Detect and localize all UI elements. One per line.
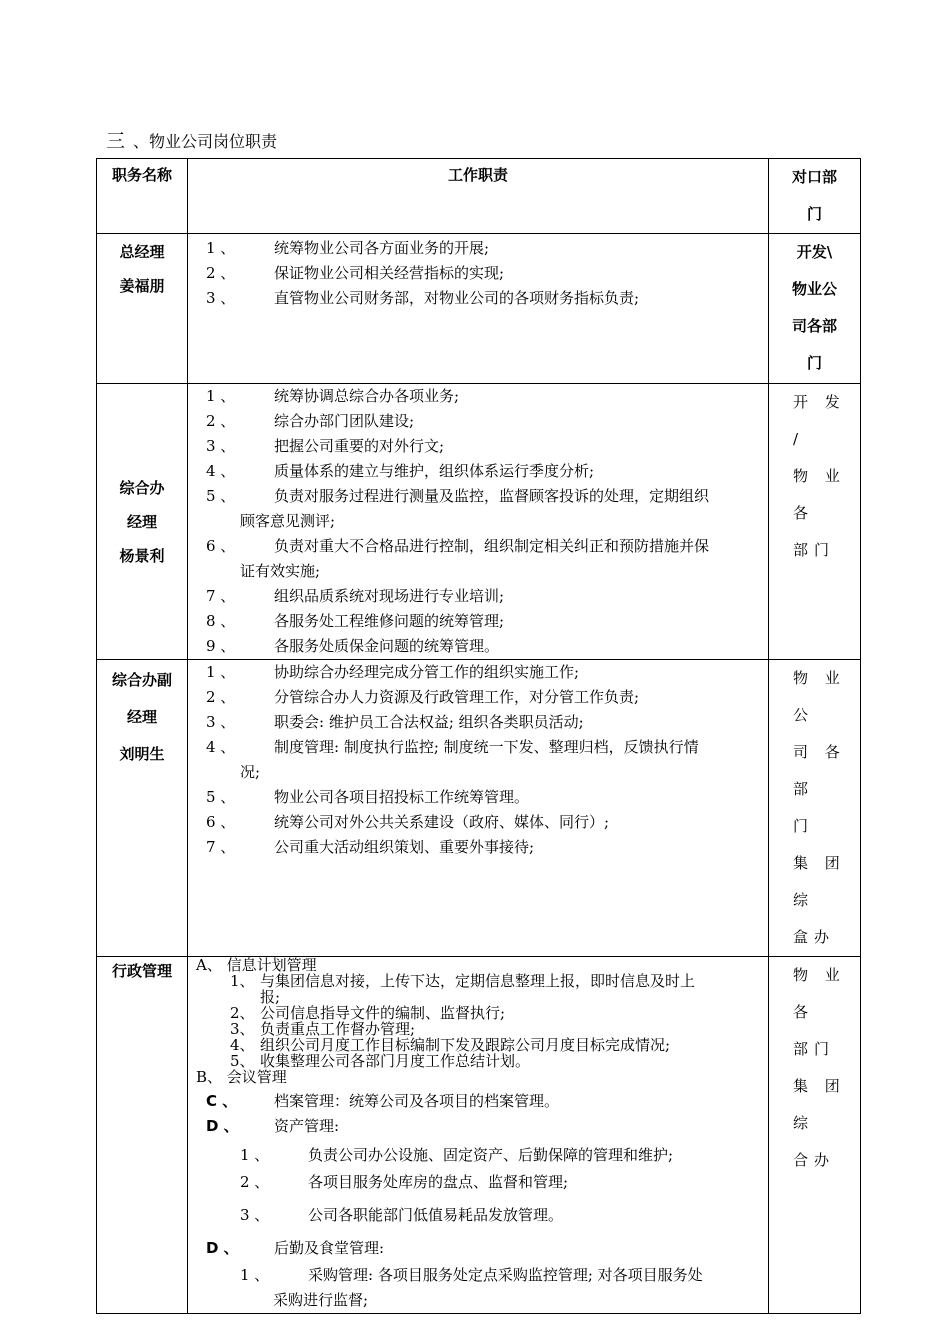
duties-cell <box>188 957 769 1314</box>
duty-item: 4 、 制度管理: 制度执行监控; 制度统一下发、整理归档，反馈执行情 况; <box>206 738 699 781</box>
dept-cell: 物 业 各 部门 集 团 综 合办 <box>769 957 861 1314</box>
sub-item: 3 、 公司各职能部门低值易耗品发放管理。 <box>240 1206 564 1224</box>
duty-item: 9 、 各服务处质保金问题的统筹管理。 <box>206 637 500 655</box>
role-person: 姜福朋 <box>119 277 165 295</box>
section-c-item: C 、 档案管理：统筹公司及各项目的档案管理。 <box>206 1092 560 1110</box>
duty-item: 1 、 统筹协调总综合办各项业务; <box>206 387 460 405</box>
sub-item: 1 、 采购管理: 各项目服务处定点采购监控管理; 对各项目服务处 采购进行监督; <box>240 1266 703 1309</box>
duty-item: 6 、 统筹公司对外公共关系建设（政府、媒体、同行）; <box>206 813 610 831</box>
duties-cell <box>188 234 769 384</box>
duty-item: 5 、 物业公司各项目招投标工作统筹管理。 <box>206 788 530 806</box>
duty-item: 1 、 统筹物业公司各方面业务的开展; <box>206 239 490 257</box>
duty-item: 5 、 负责对服务过程进行测量及监控，监督顾客投诉的处理，定期组织 顾客意见测评; <box>206 487 710 530</box>
duties-cell <box>188 660 769 957</box>
role-cell <box>97 234 188 384</box>
duty-item: 4、 组织公司月度工作目标编制下发及跟踪公司月度目标完成情况; <box>230 1036 671 1054</box>
duty-item: 3 、 职委会: 维护员工合法权益; 组织各类职员活动; <box>206 713 584 731</box>
section-d1-item: D 、 资产管理: <box>206 1117 340 1135</box>
table-row-general-manager <box>97 234 861 384</box>
table-row-deputy-manager <box>97 660 861 957</box>
sub-item: 1 、 负责公司办公设施、固定资产、后勤保障的管理和维护; <box>240 1146 674 1164</box>
duty-item: 4 、 质量体系的建立与维护，组织体系运行季度分析; <box>206 462 595 480</box>
sub-item: 2 、 各项目服务处库房的盘点、监督和管理; <box>240 1173 569 1191</box>
duty-item: 2 、 分管综合办人力资源及行政管理工作，对分管工作负责; <box>206 688 640 706</box>
duties-table <box>96 158 861 1314</box>
dept-cell: 开发\ 物业公 司各部 门 <box>769 234 861 384</box>
section-heading-text: 、物业公司岗位职责 <box>133 132 278 151</box>
duty-item: 6 、 负责对重大不合格品进行控制，组织制定相关纠正和预防措施并保 证有效实施; <box>206 537 710 580</box>
dept-cell: 开 发 / 物 业 各 部门 <box>769 384 861 660</box>
role-cell: 综合办副 经理 刘明生 <box>97 660 188 957</box>
role-cell: 行政管理 <box>97 957 188 1314</box>
duty-item: 3、 负责重点工作督办管理; <box>230 1020 416 1038</box>
section-a-title: A、 信息计划管理 <box>196 956 317 974</box>
duty-item: 2 、 综合办部门团队建设; <box>206 412 415 430</box>
duty-item: 3 、 直管物业公司财务部，对物业公司的各项财务指标负责; <box>206 289 640 307</box>
section-b-title: B、 会议管理 <box>196 1068 287 1086</box>
duty-item: 5、 收集整理公司各部门月度工作总结计划。 <box>230 1052 531 1070</box>
role-title: 总经理 <box>119 243 165 261</box>
duty-item: 8 、 各服务处工程维修问题的统筹管理; <box>206 612 505 630</box>
header-duties: 工作职责 <box>188 159 769 234</box>
dept-cell: 物 业 公 司 各 部 门 集 团 综 盒办 <box>769 660 861 957</box>
duty-item: 2、 公司信息指导文件的编制、监督执行; <box>230 1004 506 1022</box>
duty-item: 1 、 协助综合办经理完成分管工作的组织实施工作; <box>206 663 580 681</box>
duty-item: 1、 与集团信息对接，上传下达，定期信息整理上报，即时信息及时上 报; <box>230 972 696 1006</box>
section-a-list <box>196 973 760 1069</box>
duty-item: 7 、 公司重大活动组织策划、重要外事接待; <box>206 838 535 856</box>
duty-item: 3 、 把握公司重要的对外行文; <box>206 437 445 455</box>
table-row-office-manager <box>97 384 861 660</box>
header-dept-line1: 对口部 <box>791 168 837 186</box>
duties-cell <box>188 384 769 660</box>
section-title <box>106 126 277 153</box>
table-row-admin <box>97 957 861 1314</box>
header-dept-line2: 门 <box>806 205 822 223</box>
header-role: 职务名称 <box>97 159 188 234</box>
header-dept <box>769 159 861 234</box>
duty-item: 7 、 组织品质系统对现场进行专业培训; <box>206 587 505 605</box>
header-row <box>97 159 861 234</box>
section-d2-item: D 、 后勤及食堂管理: <box>206 1239 385 1257</box>
role-cell: 综合办 经理 杨景利 <box>97 384 188 660</box>
section-number: 三 <box>106 130 126 152</box>
duty-item: 2 、 保证物业公司相关经营指标的实现; <box>206 264 505 282</box>
